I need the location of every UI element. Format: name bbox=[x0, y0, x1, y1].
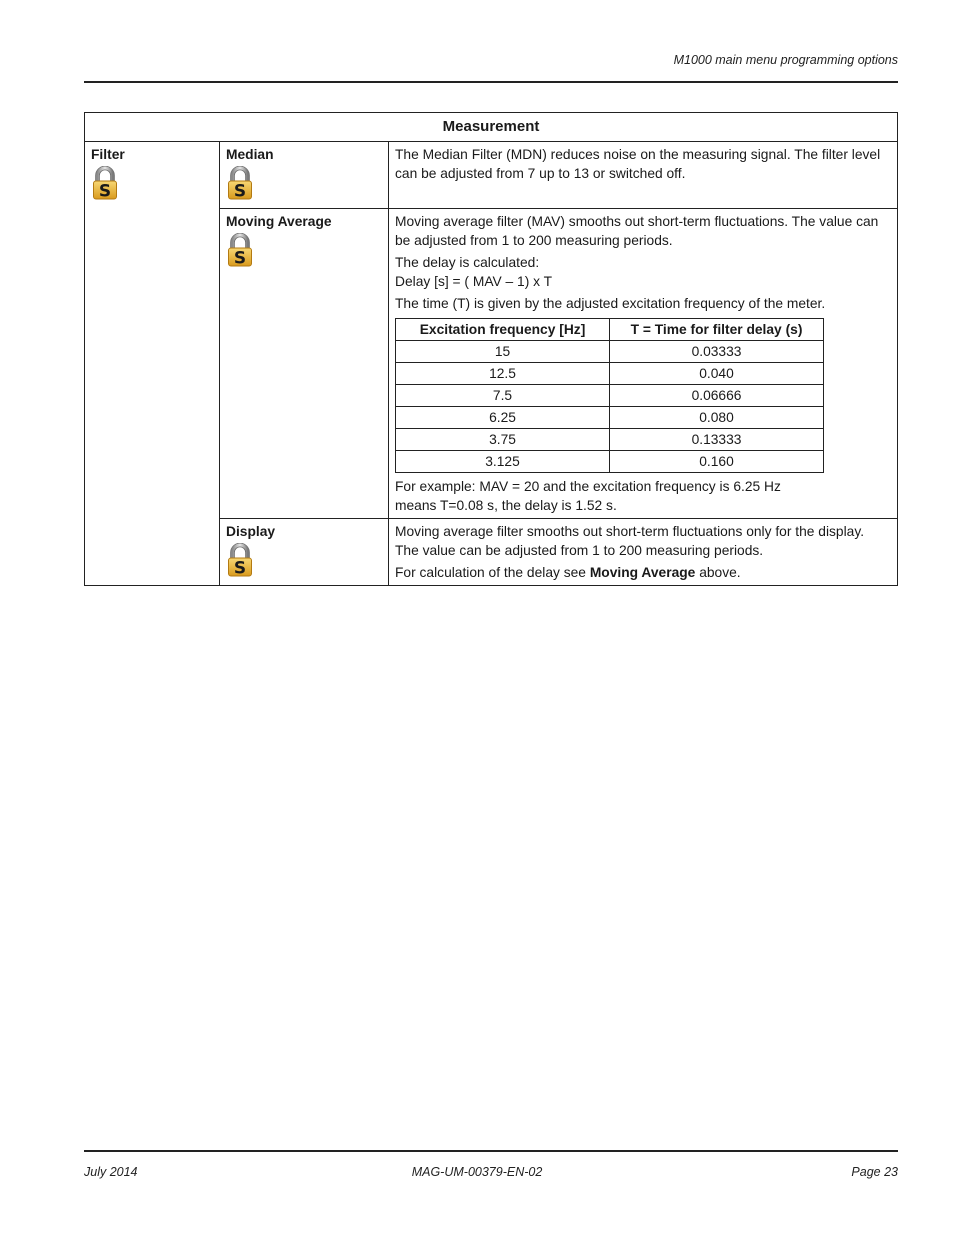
row-desc-median bbox=[389, 142, 898, 209]
lock-letter: S bbox=[98, 181, 112, 200]
lock-s-icon bbox=[226, 543, 382, 582]
footer-page: Page 23 bbox=[851, 1165, 898, 1179]
delay-table-header: Excitation frequency [Hz] bbox=[396, 319, 610, 341]
lock-letter: S bbox=[233, 181, 247, 200]
footer-date: July 2014 bbox=[84, 1165, 138, 1179]
row-label-cell bbox=[220, 519, 389, 586]
freq-cell: 3.75 bbox=[396, 429, 610, 451]
lock-letter: S bbox=[233, 558, 247, 577]
freq-cell: 6.25 bbox=[396, 407, 610, 429]
table-row bbox=[396, 429, 824, 451]
delay-cell: 0.040 bbox=[610, 363, 824, 385]
table-row bbox=[396, 407, 824, 429]
freq-cell: 3.125 bbox=[396, 451, 610, 473]
delay-formula: Delay [s] = ( MAV – 1) x T bbox=[395, 274, 553, 289]
delay-cell: 0.06666 bbox=[610, 385, 824, 407]
desc-paragraph: The time (T) is given by the adjusted excitation frequency of the meter. bbox=[395, 296, 826, 311]
lock-letter: S bbox=[233, 248, 247, 267]
row-desc-moving-average bbox=[389, 209, 898, 519]
group-label: Filter bbox=[91, 147, 125, 162]
table-caption: Measurement bbox=[85, 113, 898, 142]
row-label-cell bbox=[220, 142, 389, 209]
table-row bbox=[396, 385, 824, 407]
delay-cell: 0.080 bbox=[610, 407, 824, 429]
freq-cell: 7.5 bbox=[396, 385, 610, 407]
freq-cell: 15 bbox=[396, 341, 610, 363]
row-label-display: Display bbox=[226, 524, 276, 539]
footer-rule bbox=[84, 1150, 898, 1152]
group-cell-filter bbox=[85, 142, 220, 586]
lock-s-icon bbox=[91, 166, 213, 205]
delay-cell: 0.160 bbox=[610, 451, 824, 473]
delay-table-header: T = Time for filter delay (s) bbox=[610, 319, 824, 341]
display-note bbox=[395, 563, 891, 582]
row-desc-display bbox=[389, 519, 898, 586]
header-rule bbox=[84, 81, 898, 83]
desc-paragraph: The delay is calculated: bbox=[395, 255, 540, 270]
example-paragraph: For example: MAV = 20 and the excitation frequency is 6.25 Hz means T=0.08 s, the delay is 1.52 s. bbox=[395, 479, 781, 513]
desc-paragraph: The Median Filter (MDN) reduces noise on the measuring signal. The filter level can be adjusted from 7 up to 13 or switched off. bbox=[395, 147, 881, 181]
delay-cell: 0.03333 bbox=[610, 341, 824, 363]
running-header: M1000 main menu programming options bbox=[673, 53, 898, 67]
table-row bbox=[396, 363, 824, 385]
lock-s-icon bbox=[226, 233, 382, 272]
table-row bbox=[396, 451, 824, 473]
desc-paragraph: Moving average filter (MAV) smooths out short-term fluctuations. The value can be adjusted from 1 to 200 measuring periods. bbox=[395, 214, 879, 248]
desc-paragraph: Moving average filter smooths out short-term fluctuations only for the display. The value can be adjusted from 1 to 200 measuring periods. bbox=[395, 524, 865, 558]
lock-s-icon bbox=[226, 166, 382, 205]
table-row bbox=[396, 341, 824, 363]
note-bold-ref: Moving Average bbox=[589, 565, 696, 580]
row-label-median: Median bbox=[226, 147, 274, 162]
delay-table bbox=[395, 318, 824, 473]
note-prefix: For calculation of the delay see bbox=[395, 565, 590, 580]
row-label-moving-average: Moving Average bbox=[226, 214, 332, 229]
footer-doc-id: MAG-UM-00379-EN-02 bbox=[411, 1165, 543, 1179]
freq-cell: 12.5 bbox=[396, 363, 610, 385]
note-suffix: above. bbox=[695, 565, 741, 580]
delay-cell: 0.13333 bbox=[610, 429, 824, 451]
measurement-table bbox=[84, 112, 898, 586]
row-label-cell bbox=[220, 209, 389, 519]
